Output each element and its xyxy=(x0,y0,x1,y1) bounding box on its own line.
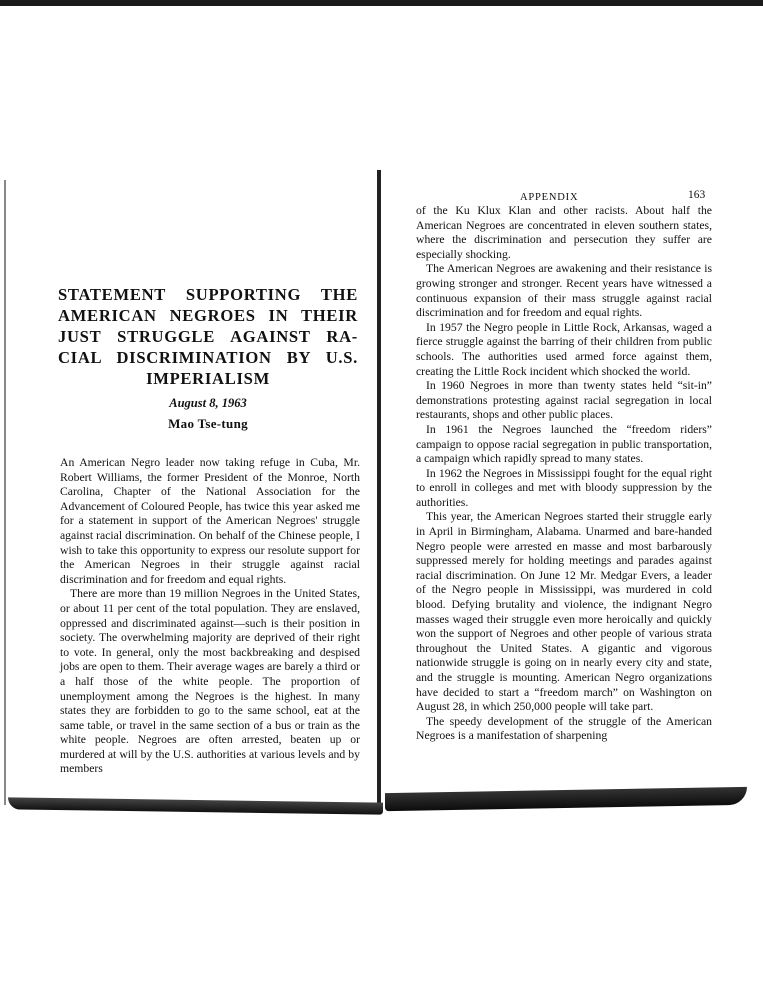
paragraph: of the Ku Klux Klan and other racists. About half the American Negroes are concentrated in eleven southern states, where the discrimination and persecution they suffer are especially shocking. xyxy=(416,204,712,261)
page-number: 163 xyxy=(688,189,706,201)
paragraph: The American Negroes are awakening and their resistance is growing stronger and stronger. Recent years have witnessed a continuous expansion of their mass struggle against racial discrimination and for freedom and equal rights. xyxy=(416,262,712,320)
paragraph: In 1960 Negroes in more than twenty states held “sit-in” demonstrations protesting against racial segregation in local restaurants, shops and other public places. xyxy=(416,379,712,422)
paragraph: There are more than 19 million Negroes in the United States, or about 11 per cent of the total population. They are enslaved, oppressed and discriminated against—such is their position in society. The overwhelming majority are deprived of their right to vote. In general, only the most backbreaking and despised jobs are open to them. Their average wages are barely a third or a half those of the white people. The proportion of unemployment among the Negroes is the highest. In many states they are forbidden to go to the same school, eat at the same table, or travel in the same section of a bus or train as the white people. Negroes are often arrested, beaten up or murdered at will by the U.S. authorities at various levels and by members xyxy=(60,587,360,776)
paragraph: In 1961 the Negroes launched the “freedom riders” campaign to oppose racial segregation in public transportation, a campaign which rapidly spread to many states. xyxy=(416,422,712,466)
right-page-body xyxy=(416,204,712,744)
paragraph: An American Negro leader now taking refuge in Cuba, Mr. Robert Williams, the former President of the Monroe, North Carolina, Chapter of the National Association for the Advancement of Coloured People, has twice this year asked me for a statement in support of the American Negroes' struggle against racial discrimination. On behalf of the Chinese people, I wish to take this opportunity to express our resolute support for the American Negroes in their struggle against racial discrimination and for freedom and equal rights. xyxy=(60,456,360,586)
page-bottom-edge-left xyxy=(8,797,383,814)
page-left-edge xyxy=(4,180,6,805)
title-line: AMERICAN NEGROES IN THEIR xyxy=(58,306,358,325)
article-title xyxy=(58,284,358,389)
paragraph: In 1962 the Negroes in Mississippi fought for the equal right to enroll in colleges and met with bloody suppression by the authorities. xyxy=(416,466,712,509)
running-head: APPENDIX xyxy=(520,192,579,203)
article-date: August 8, 1963 xyxy=(169,396,247,410)
title-line: JUST STRUGGLE AGAINST RA- xyxy=(58,327,358,346)
title-line: STATEMENT SUPPORTING THE xyxy=(58,285,358,304)
title-line: CIAL DISCRIMINATION BY U.S. xyxy=(58,348,358,367)
page-bottom-edge-right xyxy=(385,787,747,811)
article-author: Mao Tse-tung xyxy=(168,416,248,431)
title-line: IMPERIALISM xyxy=(146,369,270,388)
paragraph: In 1957 the Negro people in Little Rock, Arkansas, waged a fierce struggle against the barring of their children from public schools. The authorities used armed force against them, creating the Little Rock incident which shocked the world. xyxy=(416,320,712,378)
scan-top-edge xyxy=(0,0,763,6)
book-spine xyxy=(377,170,381,810)
left-page-body xyxy=(60,456,360,777)
paragraph: The speedy development of the struggle of the American Negroes is a manifestation of sharpening xyxy=(416,714,712,743)
paragraph: This year, the American Negroes started their struggle early in April in Birmingham, Alabama. Unarmed and bare-handed Negro people were arrested en masse and most barbarously suppressed merely for holding meetings and parades against racial discrimination. On June 12 Mr. Medgar Evers, a leader of the Negro people in Mississippi, was murdered in cold blood. Defying brutality and violence, the indignant Negro masses waged their struggle even more heroically and quickly won the support of Negroes and other people of various strata throughout the United States. A gigantic and vigorous nationwide struggle is going on in nearly every city and state, and the struggle is mounting. American Negro organizations have decided to start a “freedom march” on Washington on August 28, in which 250,000 people will take part. xyxy=(416,510,712,714)
